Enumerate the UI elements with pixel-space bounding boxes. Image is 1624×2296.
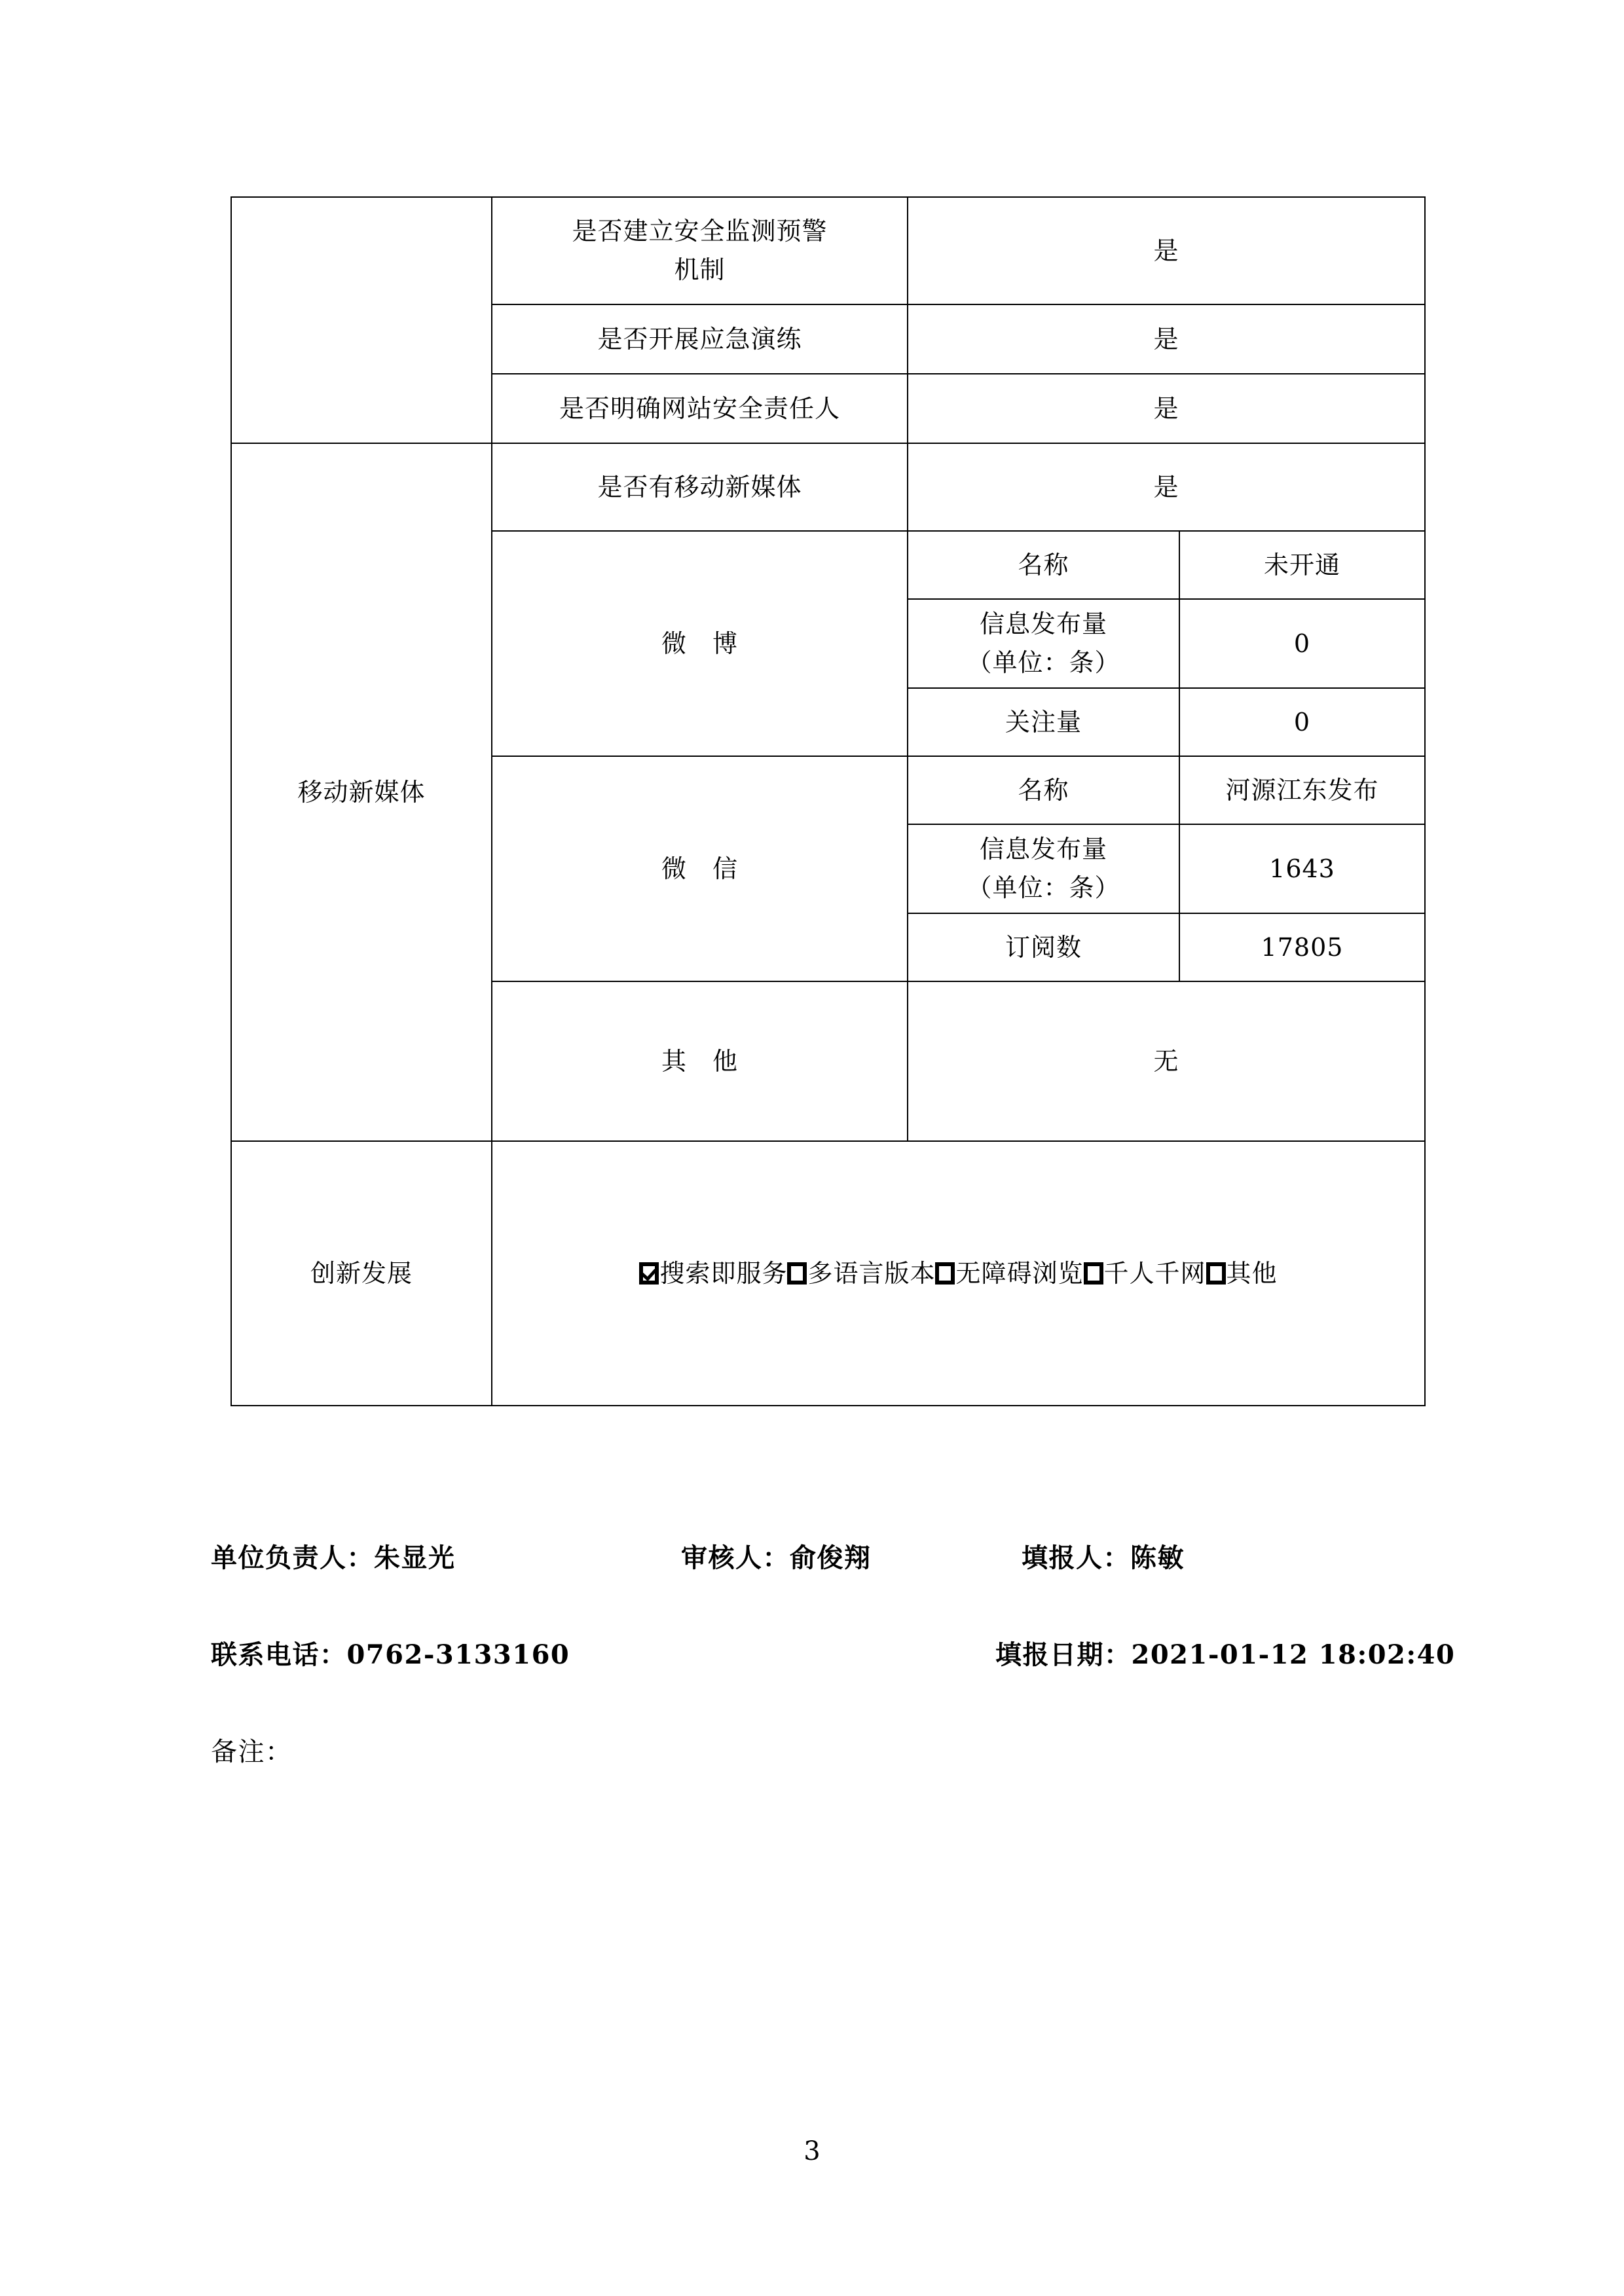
security-section-header-cell [231, 197, 492, 443]
checkbox-other-icon[interactable] [1206, 1262, 1226, 1285]
website-report-table [231, 196, 1426, 1406]
label-weibo-post-count [908, 599, 1179, 688]
value-weibo-name: 未开通 [1179, 531, 1425, 599]
label-weibo: 微 博 [492, 531, 908, 756]
innovation-checkbox-group [499, 1254, 1418, 1293]
footer-reviewer: 审核人：俞俊翔 [681, 1542, 872, 1573]
label-text-line1: 信息发布量 [979, 835, 1107, 864]
label-text-line2: （单位：条） [967, 873, 1120, 902]
table-row [231, 1141, 1425, 1406]
checkbox-personalized-network-icon[interactable] [1084, 1262, 1103, 1285]
value-security-responsible-person: 是 [908, 374, 1425, 443]
checkbox-search-as-service-icon[interactable] [639, 1262, 659, 1285]
checkbox-label-multilingual-version: 多语言版本 [807, 1258, 936, 1288]
value-wechat-subscribers: 17805 [1179, 913, 1425, 981]
label-weibo-name: 名称 [908, 531, 1179, 599]
label-has-mobile-new-media: 是否有移动新媒体 [492, 443, 908, 531]
value-weibo-post-count: 0 [1179, 599, 1425, 688]
label-wechat-name: 名称 [908, 756, 1179, 824]
section-header-mobile-new-media: 移动新媒体 [231, 443, 492, 1141]
value-weibo-followers: 0 [1179, 688, 1425, 756]
footer-remark: 备注： [211, 1737, 293, 1767]
label-wechat: 微 信 [492, 756, 908, 981]
checkbox-label-other: 其他 [1226, 1258, 1278, 1288]
innovation-options-cell [492, 1141, 1425, 1406]
label-text-line2: （单位：条） [967, 648, 1120, 677]
checkbox-label-accessible-browsing: 无障碍浏览 [955, 1258, 1084, 1288]
value-wechat-post-count: 1643 [1179, 824, 1425, 913]
label-other-media: 其 他 [492, 981, 908, 1141]
label-text-line1: 信息发布量 [979, 610, 1107, 639]
label-security-responsible-person: 是否明确网站安全责任人 [492, 374, 908, 443]
checkbox-label-search-as-service: 搜索即服务 [659, 1258, 788, 1288]
footer-contact-phone: 联系电话：0762-3133160 [211, 1639, 570, 1670]
value-has-mobile-new-media: 是 [908, 443, 1425, 531]
checkbox-accessible-browsing-icon[interactable] [935, 1262, 955, 1285]
footer-report-date: 填报日期：2021-01-12 18:02:40 [995, 1639, 1456, 1670]
checkbox-multilingual-version-icon[interactable] [787, 1262, 807, 1285]
label-wechat-subscribers: 订阅数 [908, 913, 1179, 981]
section-header-innovation-development: 创新发展 [231, 1141, 492, 1406]
table-row [231, 443, 1425, 531]
label-text-line2: 机制 [674, 255, 726, 284]
footer-reporter: 填报人：陈敏 [1022, 1542, 1185, 1573]
label-emergency-drill: 是否开展应急演练 [492, 304, 908, 374]
checkbox-label-personalized-network: 千人千网 [1103, 1258, 1206, 1288]
value-emergency-drill: 是 [908, 304, 1425, 374]
label-text-line1: 是否建立安全监测预警 [572, 217, 828, 246]
footer-unit-head: 单位负责人：朱显光 [211, 1542, 456, 1573]
label-weibo-followers: 关注量 [908, 688, 1179, 756]
value-other-media: 无 [908, 981, 1425, 1141]
value-wechat-name: 河源江东发布 [1179, 756, 1425, 824]
value-security-warning-mechanism: 是 [908, 197, 1425, 304]
table-row [231, 197, 1425, 304]
label-security-warning-mechanism [492, 197, 908, 304]
page-number: 3 [803, 2136, 821, 2166]
label-wechat-post-count [908, 824, 1179, 913]
